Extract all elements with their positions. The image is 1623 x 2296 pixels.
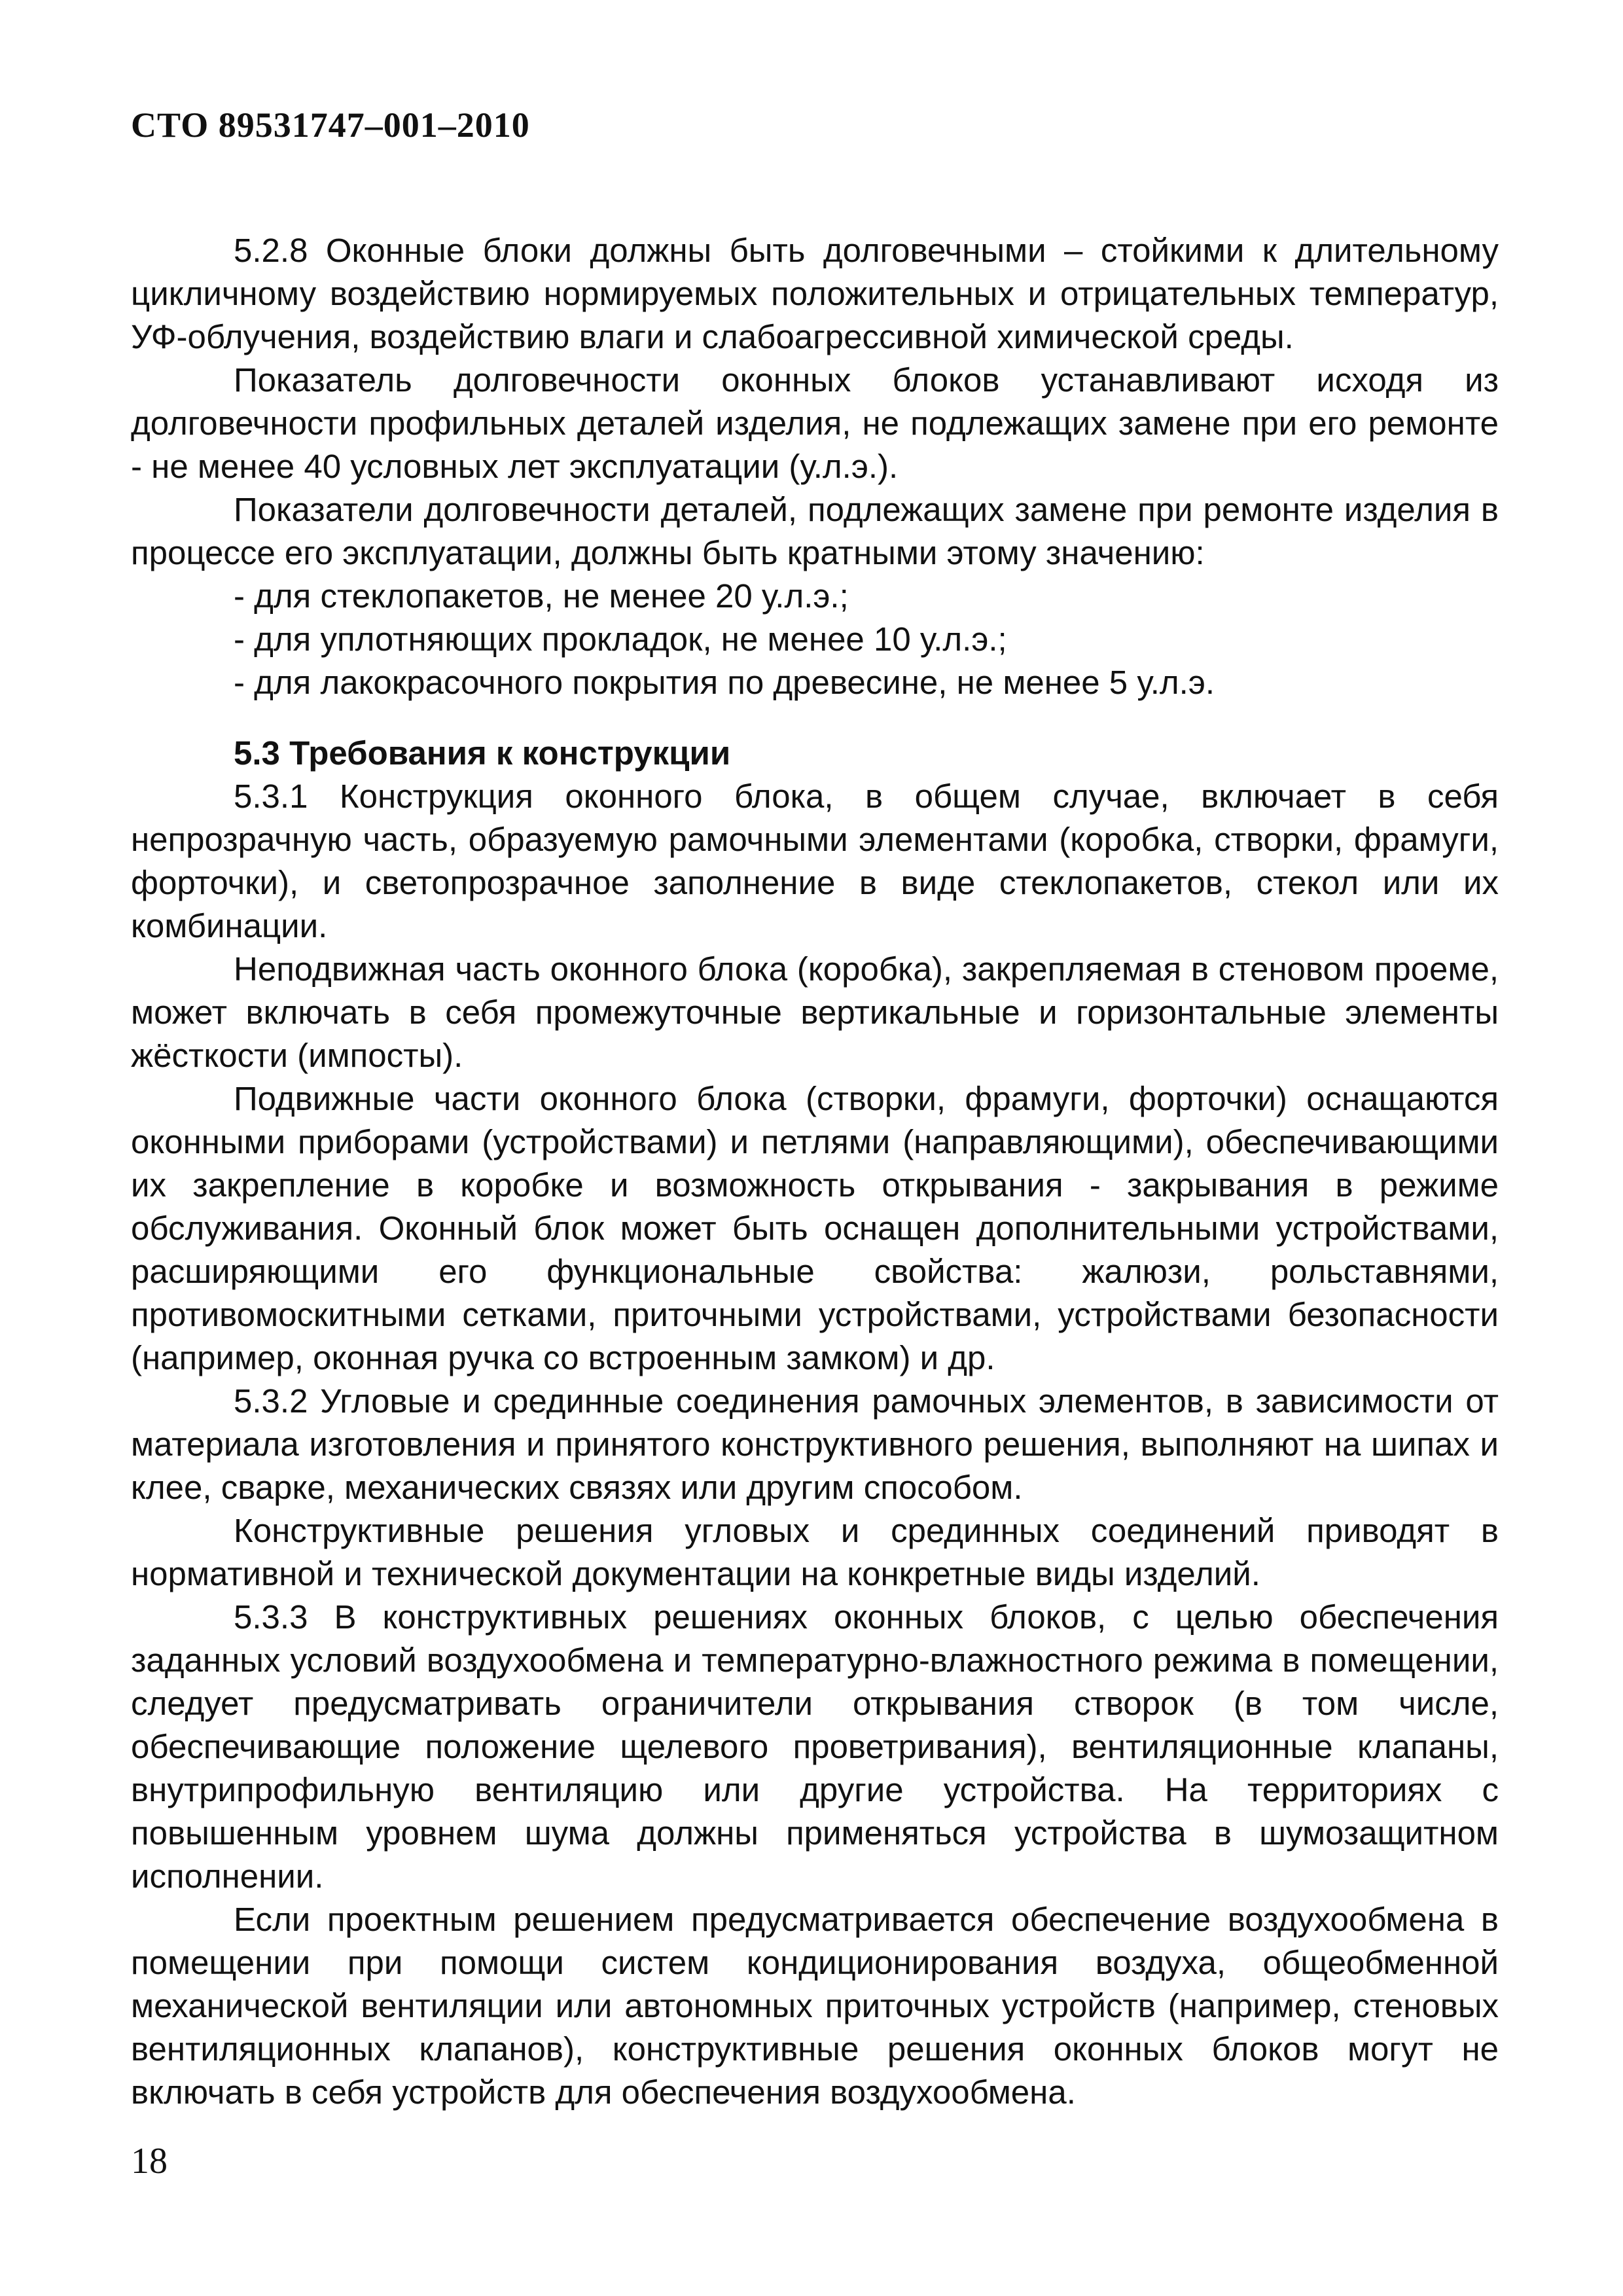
paragraph-5-3-3: 5.3.3 В конструктивных решениях оконных блоков, с целью обеспечения заданных условий воздухообмена и температурно-влажностного режима в помещении, следует предусматривать ограничители открывания створок (в том числе, обеспечивающие положение щелевого проветривания), вентиляционные клапаны, внутрипрофильную вентиляцию или другие устройства. На территориях с повышенным уровнем шума должны применяться устройства в шумозащитном исполнении. xyxy=(131,1598,1499,1895)
page-number: 18 xyxy=(131,2141,168,2181)
paragraph-5-2-8: 5.2.8 Оконные блоки должны быть долговечными – стойкими к длительному цикличному воздействию нормируемых положительных и отрицательных температур, УФ-облучения, воздействию влаги и слабоагрессивной химической среды. xyxy=(131,232,1499,355)
document-body xyxy=(131,229,1499,2114)
section-heading-5-3: 5.3 Требования к конструкции xyxy=(234,734,731,772)
list-item: - для лакокрасочного покрытия по древесине, не менее 5 у.л.э. xyxy=(234,664,1215,701)
paragraph-5-3-1: 5.3.1 Конструкция оконного блока, в общем случае, включает в себя непрозрачную часть, образуемую рамочными элементами (коробка, створки, фрамуги, форточки), и светопрозрачное заполнение в виде стеклопакетов, стекол или их комбинации. xyxy=(131,778,1499,944)
list-item: - для стеклопакетов, не менее 20 у.л.э.; xyxy=(234,577,849,615)
paragraph-fixed-part: Неподвижная часть оконного блока (коробка), закрепляемая в стеновом проеме, может включать в себя промежуточные вертикальные и горизонтальные элементы жёсткости (импосты). xyxy=(131,950,1499,1074)
document-code-header: СТО 89531747–001–2010 xyxy=(131,105,530,145)
paragraph-durability-indicator: Показатель долговечности оконных блоков устанавливают исходя из долговечности профильных деталей изделия, не подлежащих замене при его ремонте - не менее 40 условных лет эксплуатации (у.л.э.). xyxy=(131,361,1499,485)
paragraph-moving-parts: Подвижные части оконного блока (створки, фрамуги, форточки) оснащаются оконными приборами (устройствами) и петлями (направляющими), обеспечивающими их закрепление в коробке и возможность открывания - закрывания в режиме обслуживания. Оконный блок может быть оснащен дополнительными устройствами, расширяющими его функциональные свойства: жалюзи, рольставнями, противомоскитными сетками, приточными устройствами, устройствами безопасности (например, оконная ручка со встроенным замком) и др. xyxy=(131,1080,1499,1376)
paragraph-5-3-2: 5.3.2 Угловые и срединные соединения рамочных элементов, в зависимости от материала изготовления и принятого конструктивного решения, выполняют на шипах и клее, сварке, механических связях или другим способом. xyxy=(131,1382,1499,1506)
paragraph-durability-parts: Показатели долговечности деталей, подлежащих замене при ремонте изделия в процессе его эксплуатации, должны быть кратными этому значению: xyxy=(131,491,1499,571)
paragraph-air-exchange: Если проектным решением предусматривается обеспечение воздухообмена в помещении при помощи систем кондиционирования воздуха, общеобменной механической вентиляции или автономных приточных устройств (например, стеновых вентиляционных клапанов), конструктивные решения оконных блоков могут не включать в себя устройств для обеспечения воздухообмена. xyxy=(131,1901,1499,2111)
paragraph-connections-docs: Конструктивные решения угловых и срединных соединений приводят в нормативной и технической документации на конкретные виды изделий. xyxy=(131,1512,1499,1592)
list-item: - для уплотняющих прокладок, не менее 10 у.л.э.; xyxy=(234,620,1007,658)
